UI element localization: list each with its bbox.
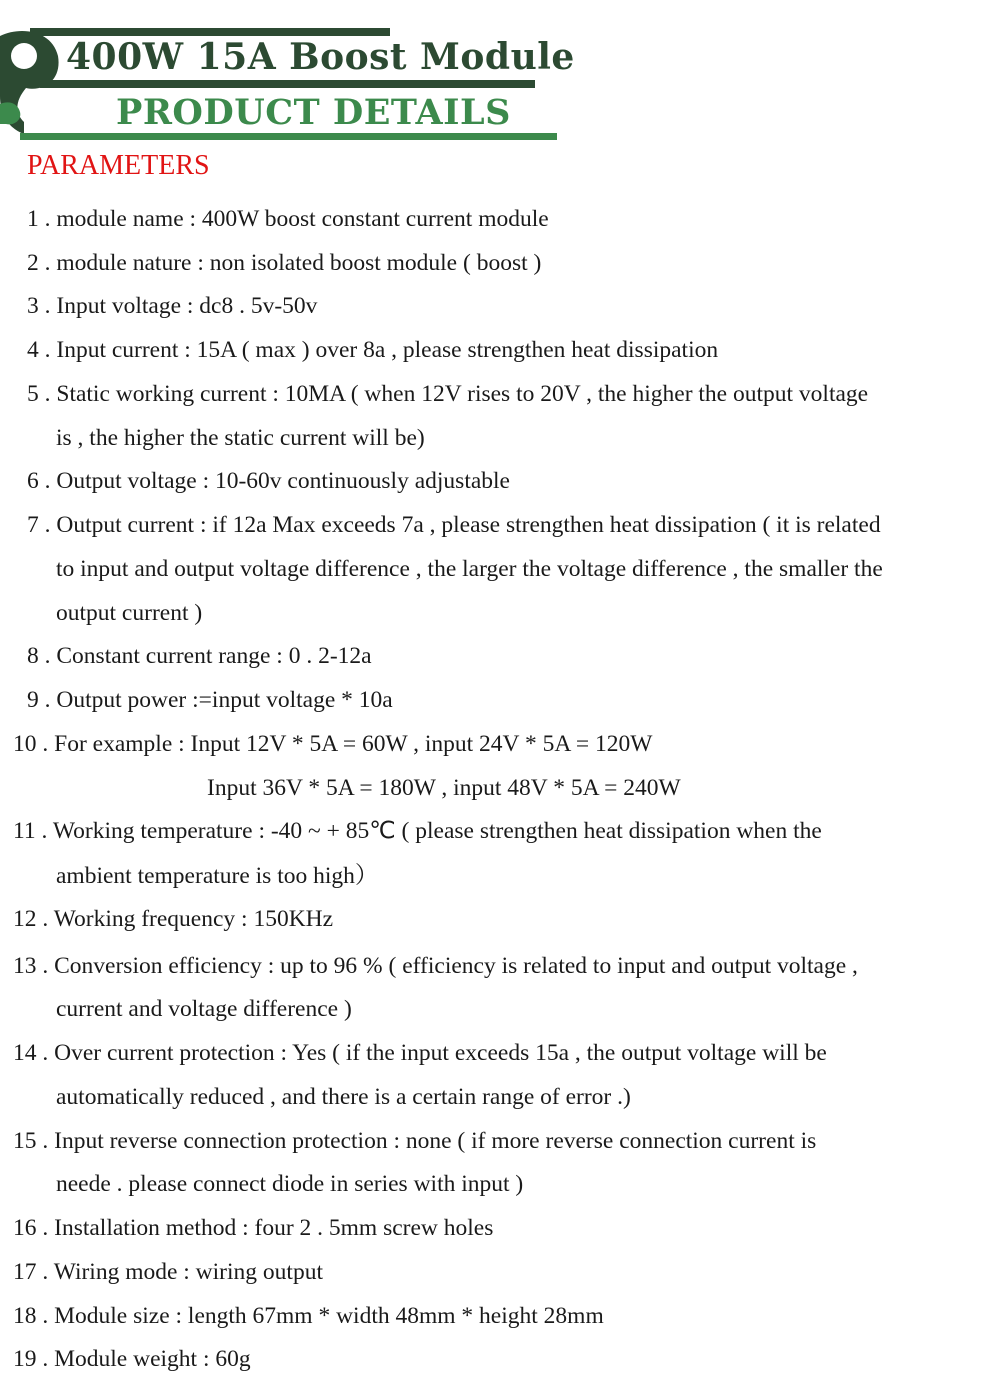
param-line: 3 . Input voltage : dc8 . 5v-50v [27, 293, 318, 319]
param-line-cont: current and voltage difference ) [56, 996, 352, 1022]
page-subtitle: PRODUCT DETAILS [116, 92, 511, 133]
param-line: 10 . For example : Input 12V * 5A = 60W , input 24V * 5A = 120W [13, 731, 653, 757]
section-heading: PARAMETERS [27, 150, 210, 181]
param-line: 17 . Wiring mode : wiring output [13, 1259, 323, 1285]
param-line-cont: is , the higher the static current will be) [56, 425, 425, 451]
param-line: 14 . Over current protection : Yes ( if the input exceeds 15a , the output voltage will be [13, 1040, 827, 1066]
param-line: 8 . Constant current range : 0 . 2-12a [27, 643, 372, 669]
banner-mid-stripe [40, 80, 535, 88]
param-line-cont: Input 36V * 5A = 180W , input 48V * 5A = 240W [207, 775, 681, 801]
param-line-cont: output current ) [56, 600, 203, 626]
banner-top-stripe [30, 28, 390, 36]
param-line-cont: neede . please connect diode in series with input ) [56, 1171, 524, 1197]
param-line: 16 . Installation method : four 2 . 5mm screw holes [13, 1215, 494, 1241]
param-line: 18 . Module size : length 67mm * width 48mm * height 28mm [13, 1303, 604, 1329]
banner-bottom-stripe [20, 133, 557, 140]
param-line: 6 . Output voltage : 10-60v continuously adjustable [27, 468, 510, 494]
param-line: 9 . Output power :=input voltage * 10a [27, 687, 393, 713]
param-line: 12 . Working frequency : 150KHz [13, 906, 334, 932]
page-title: 400W 15A Boost Module [66, 36, 575, 78]
param-line-cont: ambient temperature is too high） [56, 863, 379, 889]
param-line-cont: to input and output voltage difference , the larger the voltage difference , the smaller the [56, 556, 883, 582]
param-line: 13 . Conversion efficiency : up to 96 % ( efficiency is related to input and output voltage , [13, 953, 858, 979]
param-line: 11 . Working temperature : -40 ~ + 85℃ ( please strengthen heat dissipation when the [13, 818, 822, 844]
param-line: 2 . module nature : non isolated boost module ( boost ) [27, 250, 542, 276]
param-line: 7 . Output current : if 12a Max exceeds 7a , please strengthen heat dissipation ( it is related [27, 512, 881, 538]
param-line: 5 . Static working current : 10MA ( when 12V rises to 20V , the higher the output voltage [27, 381, 869, 407]
param-line-cont: automatically reduced , and there is a certain range of error .) [56, 1084, 631, 1110]
param-line: 15 . Input reverse connection protection : none ( if more reverse connection current is [13, 1128, 817, 1154]
param-line: 4 . Input current : 15A ( max ) over 8a , please strengthen heat dissipation [27, 337, 719, 363]
param-line: 19 . Module weight : 60g [13, 1346, 251, 1372]
param-line: 1 . module name : 400W boost constant current module [27, 206, 549, 232]
